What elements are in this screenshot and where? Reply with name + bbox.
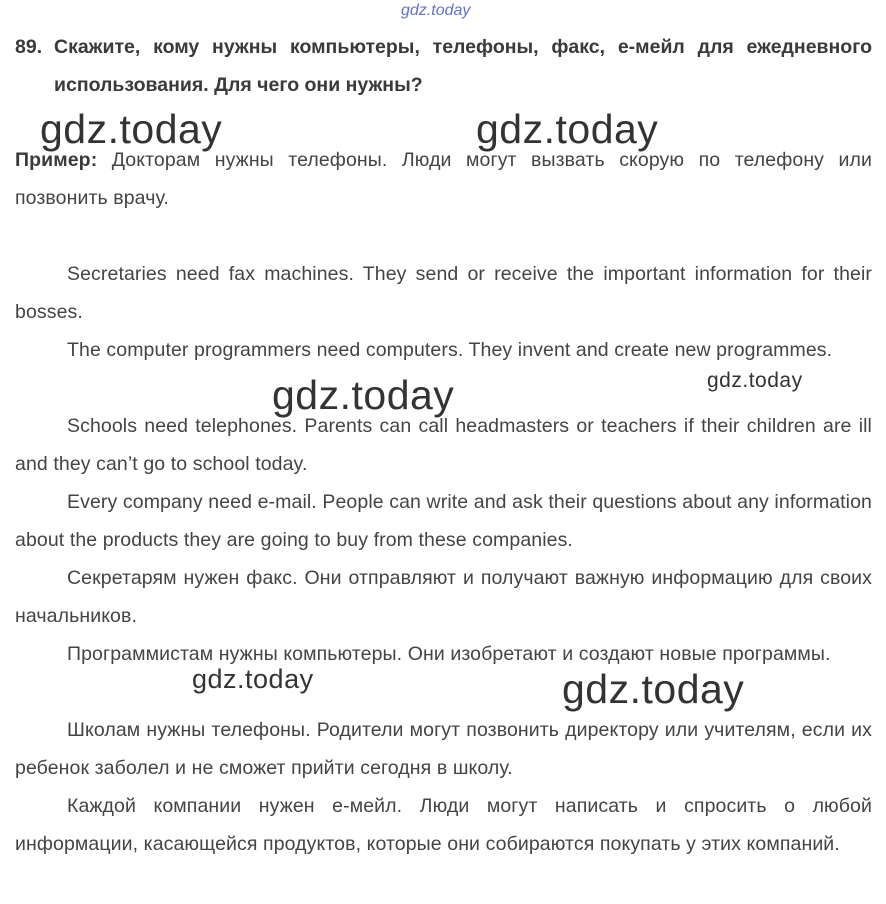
answer-paragraph-8: Каждой компании нужен е-мейл. Люди могут написать и спросить о любой информации, касающейся продуктов, которые они собираются покупать у этих компаний. [15, 795, 872, 855]
watermark-text: gdz.today [476, 106, 659, 152]
answer-paragraph-7: Школам нужны телефоны. Родители могут позвонить директору или учителям, если их ребенок заболел и не сможет прийти сегодня в школу. [15, 719, 872, 779]
watermark-text: gdz.today [192, 664, 314, 694]
header-watermark: gdz.today [401, 2, 471, 19]
watermark-text: gdz.today [562, 666, 745, 712]
answer-paragraph-5: Секретарям нужен факс. Они отправляют и получают важную информацию для своих начальников. [15, 567, 872, 627]
watermark-text: gdz.today [40, 106, 223, 152]
task-number: 89. [15, 36, 43, 58]
watermark-text: gdz.today [707, 369, 803, 392]
watermark-text: gdz.today [272, 372, 455, 418]
answer-paragraph-6: Программистам нужны компьютеры. Они изобретают и создают новые программы. [67, 643, 831, 665]
answer-paragraph-4: Every company need e-mail. People can write and ask their questions about any information about the products they are going to buy from these companies. [15, 491, 872, 551]
task-question: Скажите, кому нужны компьютеры, телефоны, факс, е-мейл для ежедневного использования. Для чего они нужны? [54, 36, 872, 96]
answer-paragraph-3: Schools need telephones. Parents can call headmasters or teachers if their children are ill and they can’t go to school today. [15, 415, 872, 475]
answer-paragraph-2: The computer programmers need computers. They invent and create new programmes. [67, 339, 833, 361]
answer-paragraph-1: Secretaries need fax machines. They send or receive the important information for their bosses. [15, 263, 872, 323]
example-text: Докторам нужны телефоны. Люди могут вызвать скорую по телефону или позвонить врачу. [15, 149, 872, 209]
example-label: Пример: [15, 149, 98, 171]
